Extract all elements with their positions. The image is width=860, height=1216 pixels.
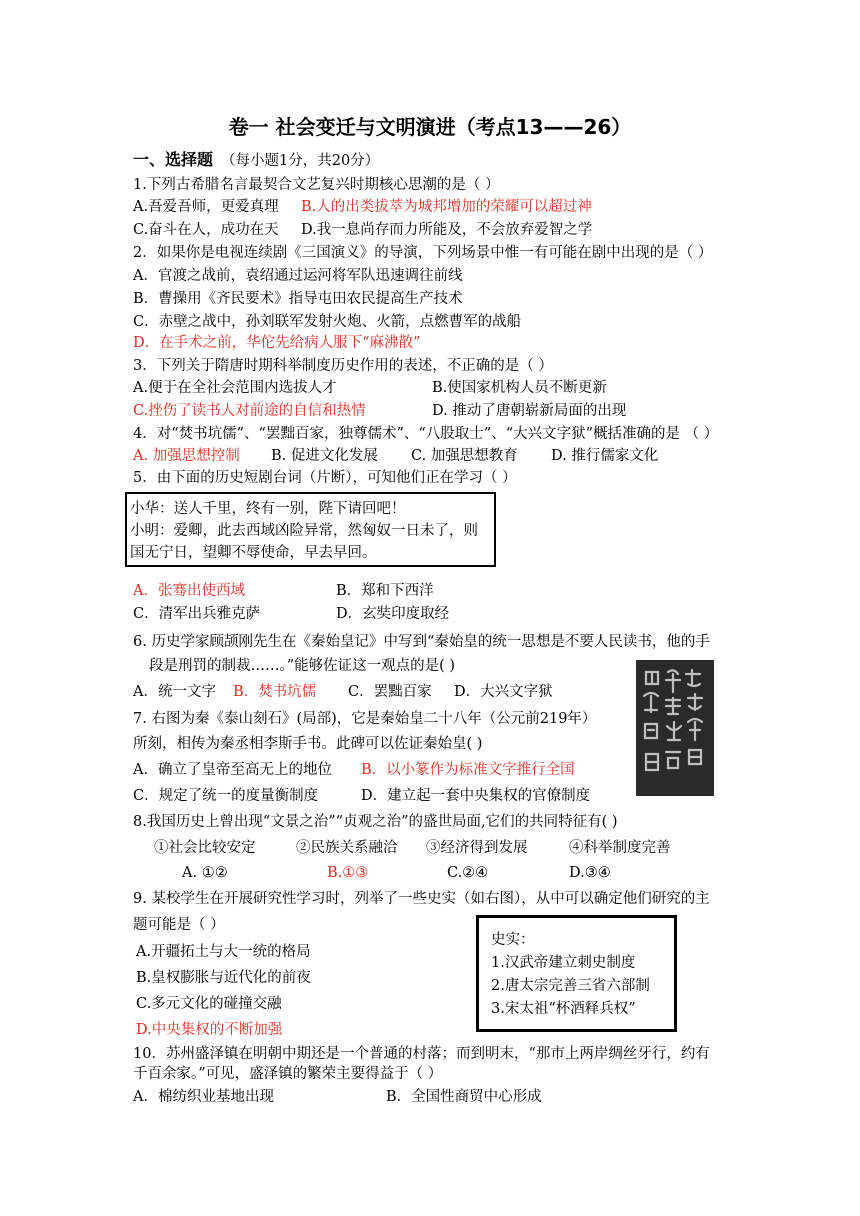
q10-option-a: A．棉纺织业基地出现 bbox=[133, 1089, 274, 1105]
q5-option-d: D．玄奘印度取经 bbox=[336, 606, 450, 622]
q7-stem-line2: 所刻，相传为秦丞相李斯手书。此碑可以佐证秦始皇( ) bbox=[133, 736, 483, 752]
q9-option-d: D.中央集权的不断加强 bbox=[136, 1022, 283, 1038]
q5-option-b: B．郑和下西洋 bbox=[336, 583, 434, 599]
q9-option-b: B.皇权膨胀与近代化的前夜 bbox=[136, 970, 311, 986]
q7-option-b: B．以小篆作为标准文字推行全国 bbox=[361, 762, 575, 778]
q8-statement: ④科举制度完善 bbox=[569, 840, 671, 856]
q8-stem: 8.我国历史上曾出现“文景之治”“贞观之治”的盛世局面,它们的共同特征有( ) bbox=[133, 814, 618, 830]
q5-option-a: A．张骞出使西域 bbox=[133, 583, 245, 599]
q10-option-b: B．全国性商贸中心形成 bbox=[386, 1089, 542, 1105]
q8-option-b: B.①③ bbox=[327, 865, 369, 881]
q8-statement: ③经济得到发展 bbox=[426, 840, 528, 856]
q6-option-b: B．焚书坑儒 bbox=[233, 684, 317, 700]
q2-option-d: D．在手术之前，华佗先给病人服下“麻沸散” bbox=[133, 335, 421, 351]
q1-option-a: A.吾爱吾师，更爱真理 bbox=[133, 199, 279, 215]
q5-option-c: C．清军出兵雅克萨 bbox=[133, 606, 261, 622]
q7-option-d: D．建立起一套中央集权的官僚制度 bbox=[361, 788, 591, 804]
q10-stem-line1: 10．苏州盛泽镇在明朝中期还是一个普通的村落；而到明末，“那市上两岸绸丝牙行，约有 bbox=[133, 1046, 710, 1062]
q3-option-b: B.使国家机构人员不断更新 bbox=[432, 380, 607, 396]
section-note: （每小题1分，共20分） bbox=[221, 153, 380, 169]
q2-option-b: B．曹操用《齐民要术》指导屯田农民提高生产技术 bbox=[133, 291, 463, 307]
q3-option-c: C.挫伤了读书人对前途的自信和热情 bbox=[133, 403, 366, 419]
q5-dialogue-line: 国无宁日，望卿不辱使命，早去早回。 bbox=[130, 545, 377, 561]
q7-option-a: A．确立了皇帝至高无上的地位 bbox=[133, 762, 332, 778]
q9-facts-box bbox=[476, 915, 677, 1032]
q8-option-c: C.②④ bbox=[447, 865, 489, 881]
q4-option-d: D. 推行儒家文化 bbox=[551, 448, 659, 464]
q8-option-a: A. ①② bbox=[182, 865, 228, 881]
q5-dialogue-line: 小华：送人千里，终有一别，陛下请回吧！ bbox=[130, 501, 406, 517]
q5-stem: 5．由下面的历史短剧台词（片断），可知他们正在学习（ ） bbox=[133, 470, 517, 486]
q5-dialogue-line: 小明：爱卿，此去西域凶险异常，然匈奴一日未了，则 bbox=[130, 523, 478, 539]
seal-script-graphic bbox=[636, 660, 714, 796]
stone-inscription-image bbox=[636, 660, 714, 796]
q6-option-c: C．罢黜百家 bbox=[348, 684, 432, 700]
q4-stem: 4．对“焚书坑儒”、“罢黜百家，独尊儒术”、“八股取士”、“大兴文字狱”概括准确的是 （ ） bbox=[133, 426, 719, 442]
q7-option-c: C．规定了统一的度量衡制度 bbox=[133, 788, 319, 804]
q9-fact-item: 2.唐太宗完善三省六部制 bbox=[491, 978, 650, 994]
q2-option-a: A．官渡之战前，袁绍通过运河将军队迅速调往前线 bbox=[133, 268, 463, 284]
q5-dialogue-box bbox=[125, 492, 496, 567]
q9-fact-item: 1.汉武帝建立刺史制度 bbox=[491, 955, 636, 971]
q9-stem-line1: 9. 某校学生在开展研究性学习时，列举了一些史实（如右图），从中可以确定他们研究的主 bbox=[133, 891, 710, 907]
q4-option-a: A. 加强思想控制 bbox=[133, 448, 240, 464]
q6-stem-line1: 6. 历史学家顾颉刚先生在《秦始皇记》中写到“秦始皇的统一思想是不要人民读书，他的手 bbox=[133, 634, 710, 650]
q1-option-d: D.我一息尚存而力所能及，不会放弃爱智之学 bbox=[301, 222, 593, 238]
q9-fact-item: 3.宋太祖“杯酒释兵权” bbox=[491, 1001, 636, 1017]
q9-facts-title: 史实： bbox=[491, 932, 535, 948]
q6-option-d: D．大兴文字狱 bbox=[454, 684, 553, 700]
q6-option-a: A．统一文字 bbox=[133, 684, 216, 700]
q2-option-c: C．赤壁之战中，孙刘联军发射火炮、火箭，点燃曹军的战船 bbox=[133, 314, 522, 330]
q4-option-b: B. 促进文化发展 bbox=[271, 448, 378, 464]
q7-stem-line1: 7. 右图为秦《泰山刻石》(局部)，它是秦始皇二十八年（公元前219年） bbox=[133, 711, 597, 727]
q9-option-a: A.开疆拓土与大一统的格局 bbox=[136, 944, 311, 960]
q8-statement: ①社会比较安定 bbox=[154, 840, 256, 856]
section-heading bbox=[133, 150, 379, 171]
q2-stem: 2．如果你是电视连续剧《三国演义》的导演，下列场景中惟一有可能在剧中出现的是（ ） bbox=[133, 245, 713, 261]
q1-option-c: C.奋斗在人，成功在天 bbox=[133, 222, 279, 238]
q4-option-c: C. 加强思想教育 bbox=[411, 448, 518, 464]
q8-option-d: D.③④ bbox=[569, 865, 611, 881]
page-title: 卷一 社会变迁与文明演进（考点13——26） bbox=[228, 115, 632, 139]
q3-stem: 3．下列关于隋唐时期科举制度历史作用的表述，不正确的是（ ） bbox=[133, 358, 553, 374]
q9-stem-line2: 题可能是（ ） bbox=[133, 917, 225, 933]
q9-option-c: C.多元文化的碰撞交融 bbox=[136, 996, 282, 1012]
q1-stem: 1.下列古希腊名言最契合文艺复兴时期核心思潮的是（ ） bbox=[133, 177, 500, 193]
q1-option-b: B.人的出类拔萃为城邦增加的荣耀可以超过神 bbox=[301, 199, 592, 215]
q3-option-d: D. 推动了唐朝崭新局面的出现 bbox=[432, 403, 627, 419]
q3-option-a: A.便于在全社会范围内选拔人才 bbox=[133, 380, 337, 396]
q10-stem-line2: 千百余家。”可见，盛泽镇的繁荣主要得益于（ ） bbox=[133, 1066, 443, 1082]
q6-stem-line2: 段是刑罚的制裁……。”能够佐证这一观点的是( ) bbox=[149, 658, 456, 674]
q8-statement: ②民族关系融洽 bbox=[296, 840, 398, 856]
section-label: 一、选择题 bbox=[133, 150, 214, 169]
